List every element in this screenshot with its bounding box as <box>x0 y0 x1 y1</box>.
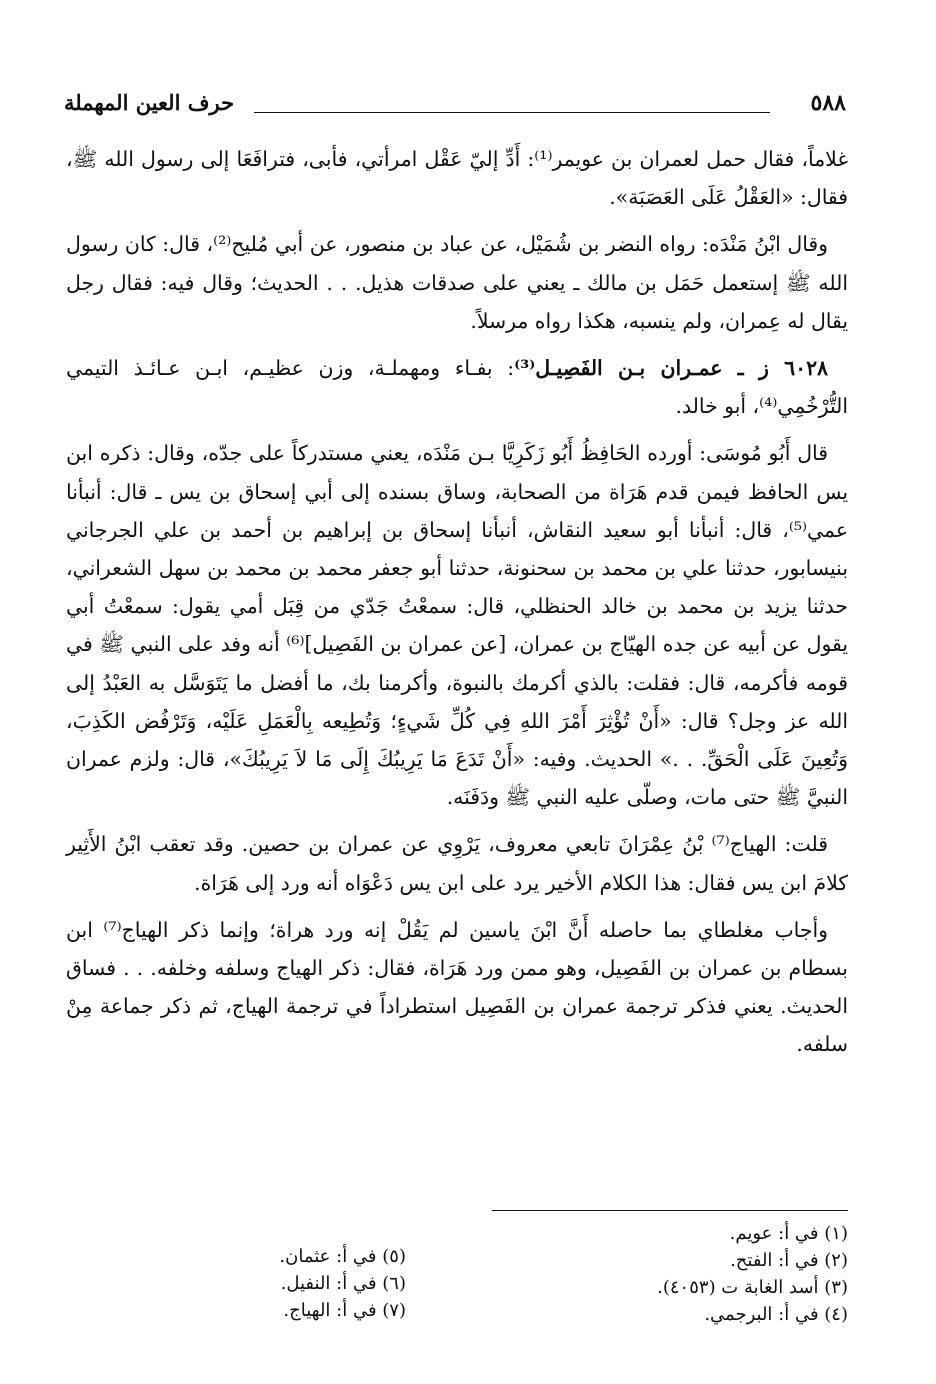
footnotes-right-column <box>488 1220 848 1328</box>
paragraph-3: قال أَبُو مُوسَى: أورده الحَافِظُ أَبُو زَكَرِيَّا بـن مَنْدَه، يعني مستدركاً على جدّه، وقال: ذكره ابن يس الحافظ فيمن قدم هَرَاة من الصحابة، وساق بسنده إلى أبي إسحاق بن يس ـ قال: أنبأنا عمي⁽⁵⁾، قال: أنبأنا أبو سعيد النقاش، أنبأنا إسحاق بن إبراهيم بن أحمد بن علي الجرجاني بنيسابور، حدثنا علي بن محمد بن سحنونة، حدثنا أبو جعفر محمد بن محمد بن سهل الشعراني، حدثنا يزيد بن محمد بن خالد الحنظلي، قال: سمعْتُ جَدّي من قِبَل أمي يقول: سمعْتُ أبي يقول عن أبيه عن جده الهيّاج بن عمران، [عن عمران بن الفَصِيل]⁽⁶⁾ أنه وفد على النبي ﷺ في قومه فأكرمه، قال: فقلت: بالذي أكرمك بالنبوة، وأكرمنا بك، ما أفضل ما يَتَوَسَّل به العَبْدُ إلى الله عز وجل؟ قال: «أَنْ تُؤْثِرَ أَمْرَ اللهِ فِي كُلِّ شَيءٍ؛ وَتُطِيعه بِالْعَمَلِ عَلَيْه، وَتَرْفُض الكَذِبَ، وَتُعِينَ عَلَى الْحَقِّ. . .» الحديث. وفيه: «أَنْ تَدَعَ مَا يَرِيبُكَ إِلَى مَا لاَ يَرِيبُكَ»، قال: ولزم عمران النبيَّ ﷺ حتى مات، وصلّى عليه النبي ﷺ ودَفَنَه. <box>66 441 848 810</box>
footnote-2: (٢) في أ: الفتح. <box>730 1250 848 1271</box>
footnotes-left-column <box>146 1243 406 1324</box>
footnote-3: (٣) أسد الغابة ت (٤٠٥٣). <box>657 1277 848 1298</box>
entry-heading: ٦٠٢٨ ز ـ عمـران بـن الفَصِيـل⁽³⁾ <box>514 356 828 381</box>
entry-text: : بفـاء ومهملـة، وزن عظيـم، ابـن عـائـذ التيمي التُّرْخُمِي⁽⁴⁾، أبو خالد. <box>66 356 848 419</box>
header-rule <box>254 112 770 113</box>
page-number: ٥٨٨ <box>810 90 846 116</box>
paragraph-4: قلت: الهياج⁽⁷⁾ بْنُ عِمْرَانَ تابعي معروف، يَرْوِي عن عمران بن حصين. وقد تعقب ابْنُ الأَثِير كلامَ ابن يس فقال: هذا الكلام الأخير يرد على ابن يس دَعْوَاه أنه ورد إلى هَرَاة. <box>66 832 848 895</box>
footnote-1: (١) في أ: عويم. <box>729 1223 848 1244</box>
footnote-5: (٥) في أ: عثمان. <box>279 1246 406 1267</box>
page-header <box>64 90 846 122</box>
entry-6028 <box>66 349 848 425</box>
footnote-rule <box>492 1210 848 1211</box>
footnote-7: (٧) في أ: الهياج. <box>283 1300 406 1321</box>
paragraph-5: وأجاب مغلطاي بما حاصله أَنَّ ابْنَ ياسين لم يَقُلْ إنه ورد هراة؛ وإنما ذكر الهياج⁽⁷⁾ ابن بسطام بن عمران بن الفَصِيل، وهو ممن ورد هَرَاة، فقال: ذكر الهياج وسلفه وخلفه. . . فساق الحديث. يعني فذكر ترجمة عمران بن الفَصِيل استطراداً في ترجمة الهياج، ثم ذكر جماعة مِنْ سلفه. <box>66 917 848 1057</box>
running-title: حرف العين المهملة <box>64 90 235 115</box>
main-text <box>66 140 848 1073</box>
footnote-4: (٤) في أ: البرجمي. <box>704 1304 848 1325</box>
footnote-6: (٦) في أ: النفيل. <box>280 1273 406 1294</box>
paragraph-2: وقال ابْنُ مَنْدَه: رواه النضر بن شُمَيْل، عن عباد بن منصور، عن أبي مُليح⁽²⁾، قال: كان رسول الله ﷺ إستعمل حَمَل بن مالك ـ يعني على صدقات هذيل. . . الحديث؛ وقال فيه: فقال رجل يقال له عِمران، ولم ينسبه، هكذا رواه مرسلاً. <box>66 232 848 333</box>
paragraph-1: غلاماً، فقال حمل لعمران بن عويمر⁽¹⁾: أَدِّ إليّ عَقْل امرأتي، فأبى، فترافَعَا إلى رسول الله ﷺ، فقال: «العَقْلُ عَلَى العَصَبَة». <box>66 147 848 210</box>
